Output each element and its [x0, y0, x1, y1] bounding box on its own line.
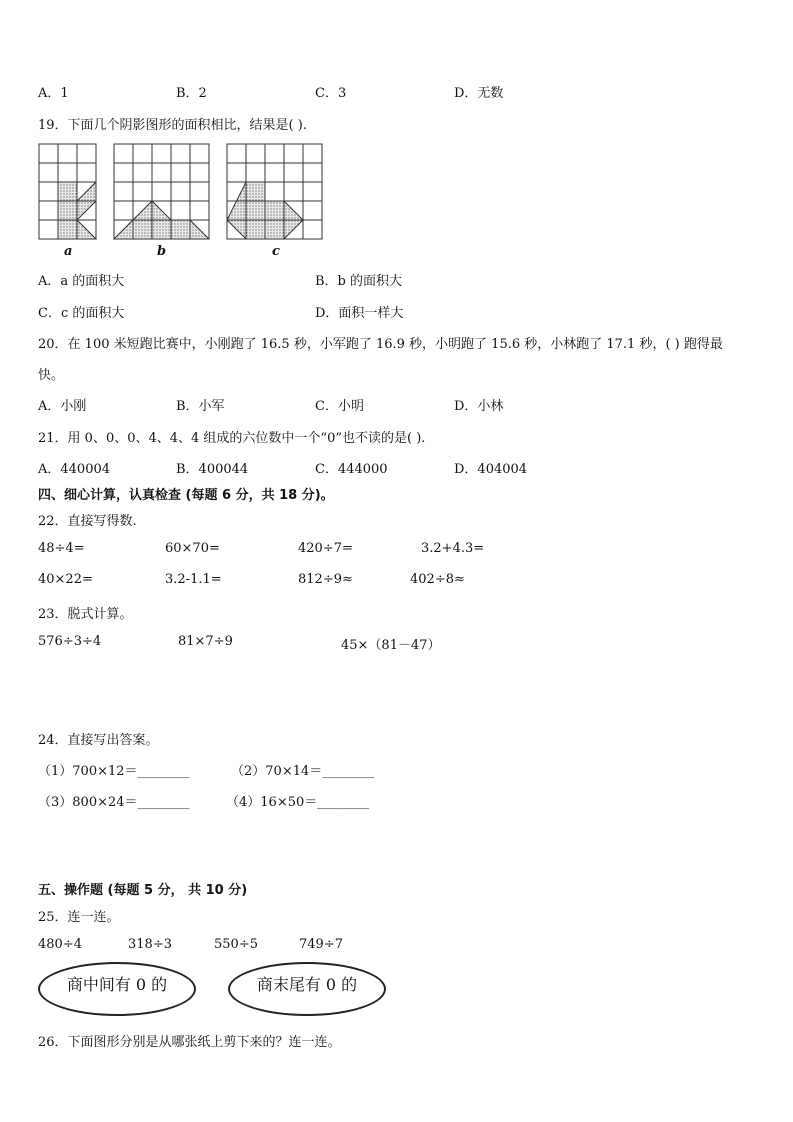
- figure-b: [114, 144, 209, 239]
- q22-stem: 22．直接写得数.: [38, 514, 137, 529]
- q21-option-d: D．404004: [454, 462, 528, 477]
- q23-stem: 23．脱式计算。: [38, 607, 133, 622]
- q24-item-3: （3）800×24＝________: [38, 795, 190, 810]
- oval-middle-zero[interactable]: [38, 962, 196, 1016]
- q19-figures: [36, 142, 326, 242]
- q24-stem: 24．直接写出答案。: [38, 733, 159, 748]
- q24-item-2: （2）70×14＝________: [231, 764, 375, 779]
- section-4-title: 四、细心计算，认真检查 (每题 6 分，共 18 分)。: [38, 488, 334, 503]
- q22-r1-c2: 60×70=: [165, 541, 220, 556]
- q22-r1-c1: 48÷4=: [38, 541, 85, 556]
- q19-option-a: A．a 的面积大: [38, 274, 125, 289]
- q18-option-d: D．无数: [454, 86, 504, 101]
- q20-option-d: D．小林: [454, 399, 504, 414]
- q25-item-2: 318÷3: [128, 937, 172, 952]
- q21-option-c: C．444000: [315, 462, 388, 477]
- q23-item-1: 576÷3÷4: [38, 634, 102, 649]
- q18-option-c: C．3: [315, 86, 347, 101]
- q18-option-b: B．2: [176, 86, 207, 101]
- q22-r1-c3: 420÷7=: [298, 541, 353, 556]
- oval-end-zero[interactable]: [228, 962, 386, 1016]
- q22-r2-c1: 40×22=: [38, 572, 93, 587]
- q22-r2-c2: 3.2-1.1=: [165, 572, 222, 587]
- section-5-title: 五、操作题 (每题 5 分， 共 10 分): [38, 883, 248, 898]
- q19-option-d: D．面积一样大: [315, 306, 404, 321]
- figure-c-label: c: [272, 244, 280, 259]
- q20-option-b: B．小军: [176, 399, 225, 414]
- oval-middle-zero-label: 商中间有 0 的: [66, 975, 168, 994]
- q25-item-3: 550÷5: [214, 937, 258, 952]
- figure-a-label: a: [64, 244, 73, 259]
- q22-r2-c3: 812÷9≈: [298, 572, 353, 587]
- q19-stem: 19．下面几个阴影图形的面积相比，结果是( ).: [38, 118, 307, 133]
- q22-r2-c4: 402÷8≈: [410, 572, 465, 587]
- q19-option-c: C．c 的面积大: [38, 306, 125, 321]
- q20-stem-line2: 快。: [38, 368, 65, 383]
- q21-stem: 21．用 0、0、0、4、4、4 组成的六位数中一个“0”也不读的是( ).: [38, 431, 426, 446]
- q20-option-c: C．小明: [315, 399, 364, 414]
- figure-a: [39, 144, 96, 239]
- figure-c: [227, 144, 322, 239]
- q18-option-a: A．1: [38, 86, 69, 101]
- q20-stem-line1: 20．在 100 米短跑比赛中，小刚跑了 16.5 秒，小军跑了 16.9 秒，小明跑了 15.6 秒，小林跑了 17.1 秒，( ) 跑得最: [38, 337, 723, 352]
- figure-b-label: b: [157, 244, 167, 259]
- q25-item-4: 749÷7: [299, 937, 343, 952]
- q24-item-4: （4）16×50＝________: [226, 795, 370, 810]
- oval-end-zero-label: 商末尾有 0 的: [256, 975, 358, 994]
- q25-item-1: 480÷4: [38, 937, 82, 952]
- q23-item-3: 45×（81－47）: [341, 638, 441, 653]
- q23-item-2: 81×7÷9: [178, 634, 233, 649]
- q20-option-a: A．小刚: [38, 399, 87, 414]
- q26-stem: 26．下面图形分别是从哪张纸上剪下来的？连一连。: [38, 1035, 341, 1050]
- q22-r1-c4: 3.2+4.3=: [421, 541, 485, 556]
- q19-option-b: B．b 的面积大: [315, 274, 403, 289]
- q24-item-1: （1）700×12＝________: [38, 764, 190, 779]
- q21-option-a: A．440004: [38, 462, 111, 477]
- q21-option-b: B．400044: [176, 462, 249, 477]
- q25-stem: 25．连一连。: [38, 910, 120, 925]
